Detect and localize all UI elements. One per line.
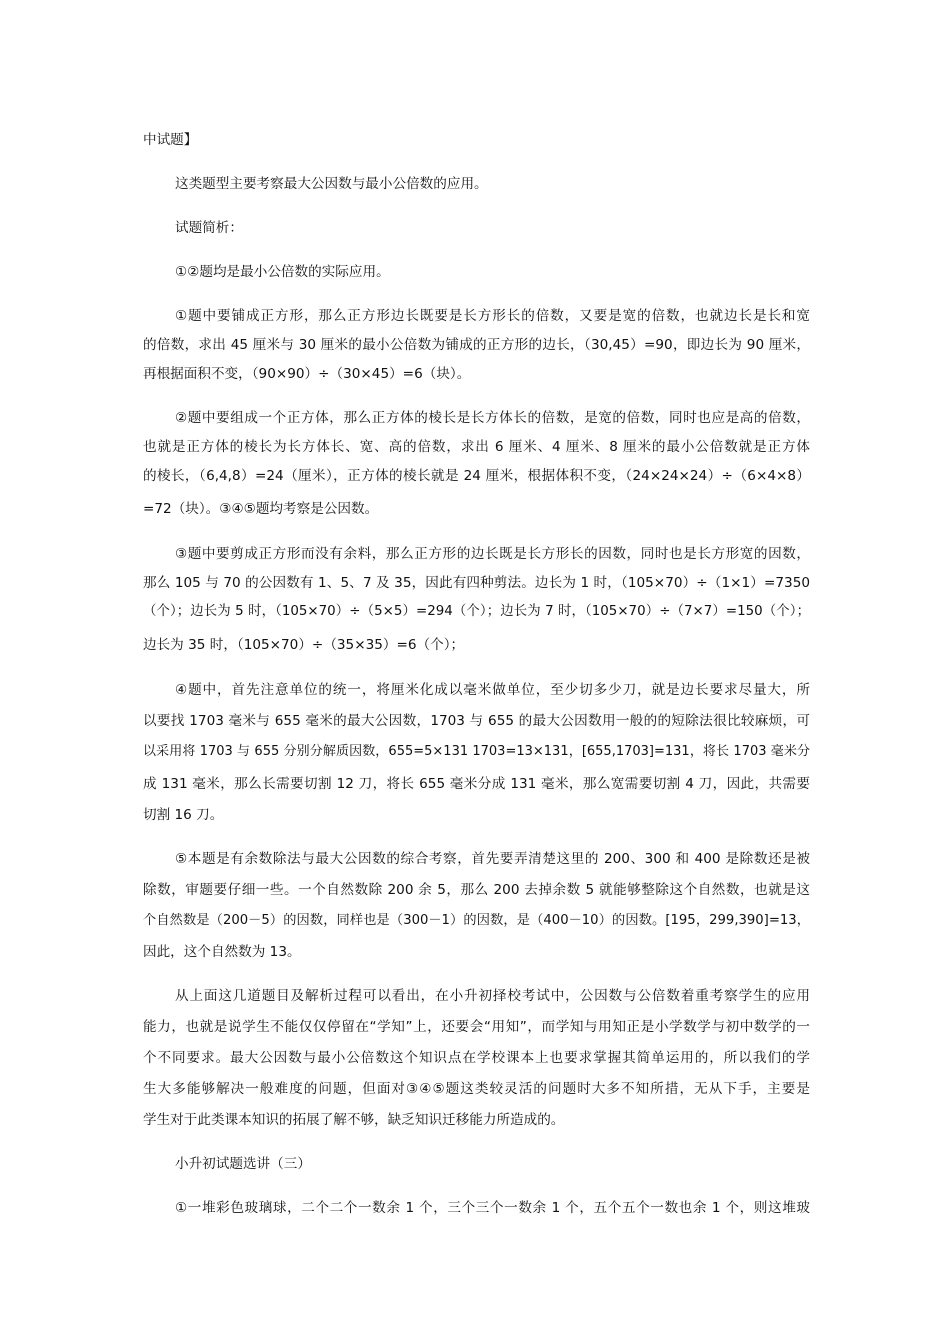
section-heading: 小升初试题选讲（三） — [175, 1156, 311, 1172]
paragraph-line: ⑤本题是有余数除法与最大公因数的综合考察，首先要弄清楚这里的 200、300 和 400 是除数还是被 — [175, 851, 810, 867]
paragraph-line: 也就是正方体的棱长为长方体长、宽、高的倍数，求出 6 厘米、4 厘米、8 厘米的最小公倍数就是正方体 — [143, 439, 810, 455]
paragraph-line: （个）；边长为 5 时，（105×70）÷（5×5）=294（个）；边长为 7 时，（105×70）÷（7×7）=150（个）； — [143, 604, 810, 619]
paragraph-line: =72（块）。③④⑤题均考察是公因数。 — [143, 501, 379, 517]
paragraph-line: 成 131 毫米，那么长需要切割 12 刀，将长 655 毫米分成 131 毫米，那么宽需要切割 4 刀，因此，共需要 — [143, 776, 810, 792]
paragraph-line: ④题中，首先注意单位的统一，将厘米化成以毫米做单位，至少切多少刀，就是边长要求尽量大，所 — [175, 682, 810, 698]
paragraph-line: 以采用将 1703 与 655 分别分解质因数，655=5×131 1703=13×131，[655,1703]=131，将长 1703 毫米分 — [143, 744, 810, 759]
paragraph-line: ①题中要铺成正方形，那么正方形边长既要是长方形长的倍数，又要是宽的倍数，也就边长是长和宽 — [175, 308, 810, 324]
paragraph-line: 再根据面积不变，（90×90）÷（30×45）=6（块）。 — [143, 366, 471, 382]
paragraph-line: ①一堆彩色玻璃球，二个二个一数余 1 个，三个三个一数余 1 个，五个五个一数也余 1 个，则这堆玻 — [175, 1200, 810, 1216]
paragraph-line: 那么 105 与 70 的公因数有 1、5、7 及 35，因此有四种剪法。边长为 1 时，（105×70）÷（1×1）=7350 — [143, 575, 810, 591]
paragraph-line: 能力，也就是说学生不能仅仅停留在“学知”上，还要会“用知”，而学知与用知正是小学数学与初中数学的一 — [143, 1019, 810, 1035]
paragraph-line: 除数，审题要仔细一些。一个自然数除 200 余 5，那么 200 去掉余数 5 就能够整除这个自然数，也就是这 — [143, 882, 810, 898]
paragraph-line: 边长为 35 时，（105×70）÷（35×35）=6（个）； — [143, 637, 465, 653]
paragraph-line: 切割 16 刀。 — [143, 807, 224, 823]
paragraph-line: 因此，这个自然数为 13。 — [143, 944, 301, 960]
text-line: 中试题】 — [143, 132, 198, 148]
paragraph-line: 学生对于此类课本知识的拓展了解不够，缺乏知识迁移能力所造成的。 — [143, 1112, 565, 1128]
paragraph-line: 个自然数是（200－5）的因数，同样也是（300－1）的因数，是（400－10）的因数。[195，299,390]=13， — [143, 913, 810, 928]
paragraph-line: 从上面这几道题目及解析过程可以看出，在小升初择校考试中，公因数与公倍数着重考察学生的应用 — [175, 988, 810, 1004]
paragraph-line: ②题中要组成一个正方体，那么正方体的棱长是长方体长的倍数，是宽的倍数，同时也应是高的倍数， — [175, 410, 810, 426]
paragraph-line: ①②题均是最小公倍数的实际应用。 — [175, 264, 390, 280]
paragraph-line: ③题中要剪成正方形而没有余料，那么正方形的边长既是长方形长的因数，同时也是长方形宽的因数， — [175, 546, 810, 562]
paragraph-line: 以要找 1703 毫米与 655 毫米的最大公因数，1703 与 655 的最大公因数用一般的的短除法很比较麻烦，可 — [143, 713, 810, 729]
paragraph-line: 这类题型主要考察最大公因数与最小公倍数的应用。 — [175, 176, 488, 192]
paragraph-line: 的棱长，（6,4,8）=24（厘米），正方体的棱长就是 24 厘米，根据体积不变，（24×24×24）÷（6×4×8） — [143, 468, 810, 484]
paragraph-line: 生大多能够解决一般难度的问题，但面对③④⑤题这类较灵活的问题时大多不知所措，无从下手，主要是 — [143, 1081, 810, 1097]
paragraph-line: 个不同要求。最大公因数与最小公倍数这个知识点在学校课本上也要求掌握其简单运用的，所以我们的学 — [143, 1050, 810, 1066]
section-heading: 试题简析： — [175, 220, 243, 236]
paragraph-line: 的倍数，求出 45 厘米与 30 厘米的最小公倍数为铺成的正方形的边长，（30,45）=90，即边长为 90 厘米， — [143, 337, 810, 353]
